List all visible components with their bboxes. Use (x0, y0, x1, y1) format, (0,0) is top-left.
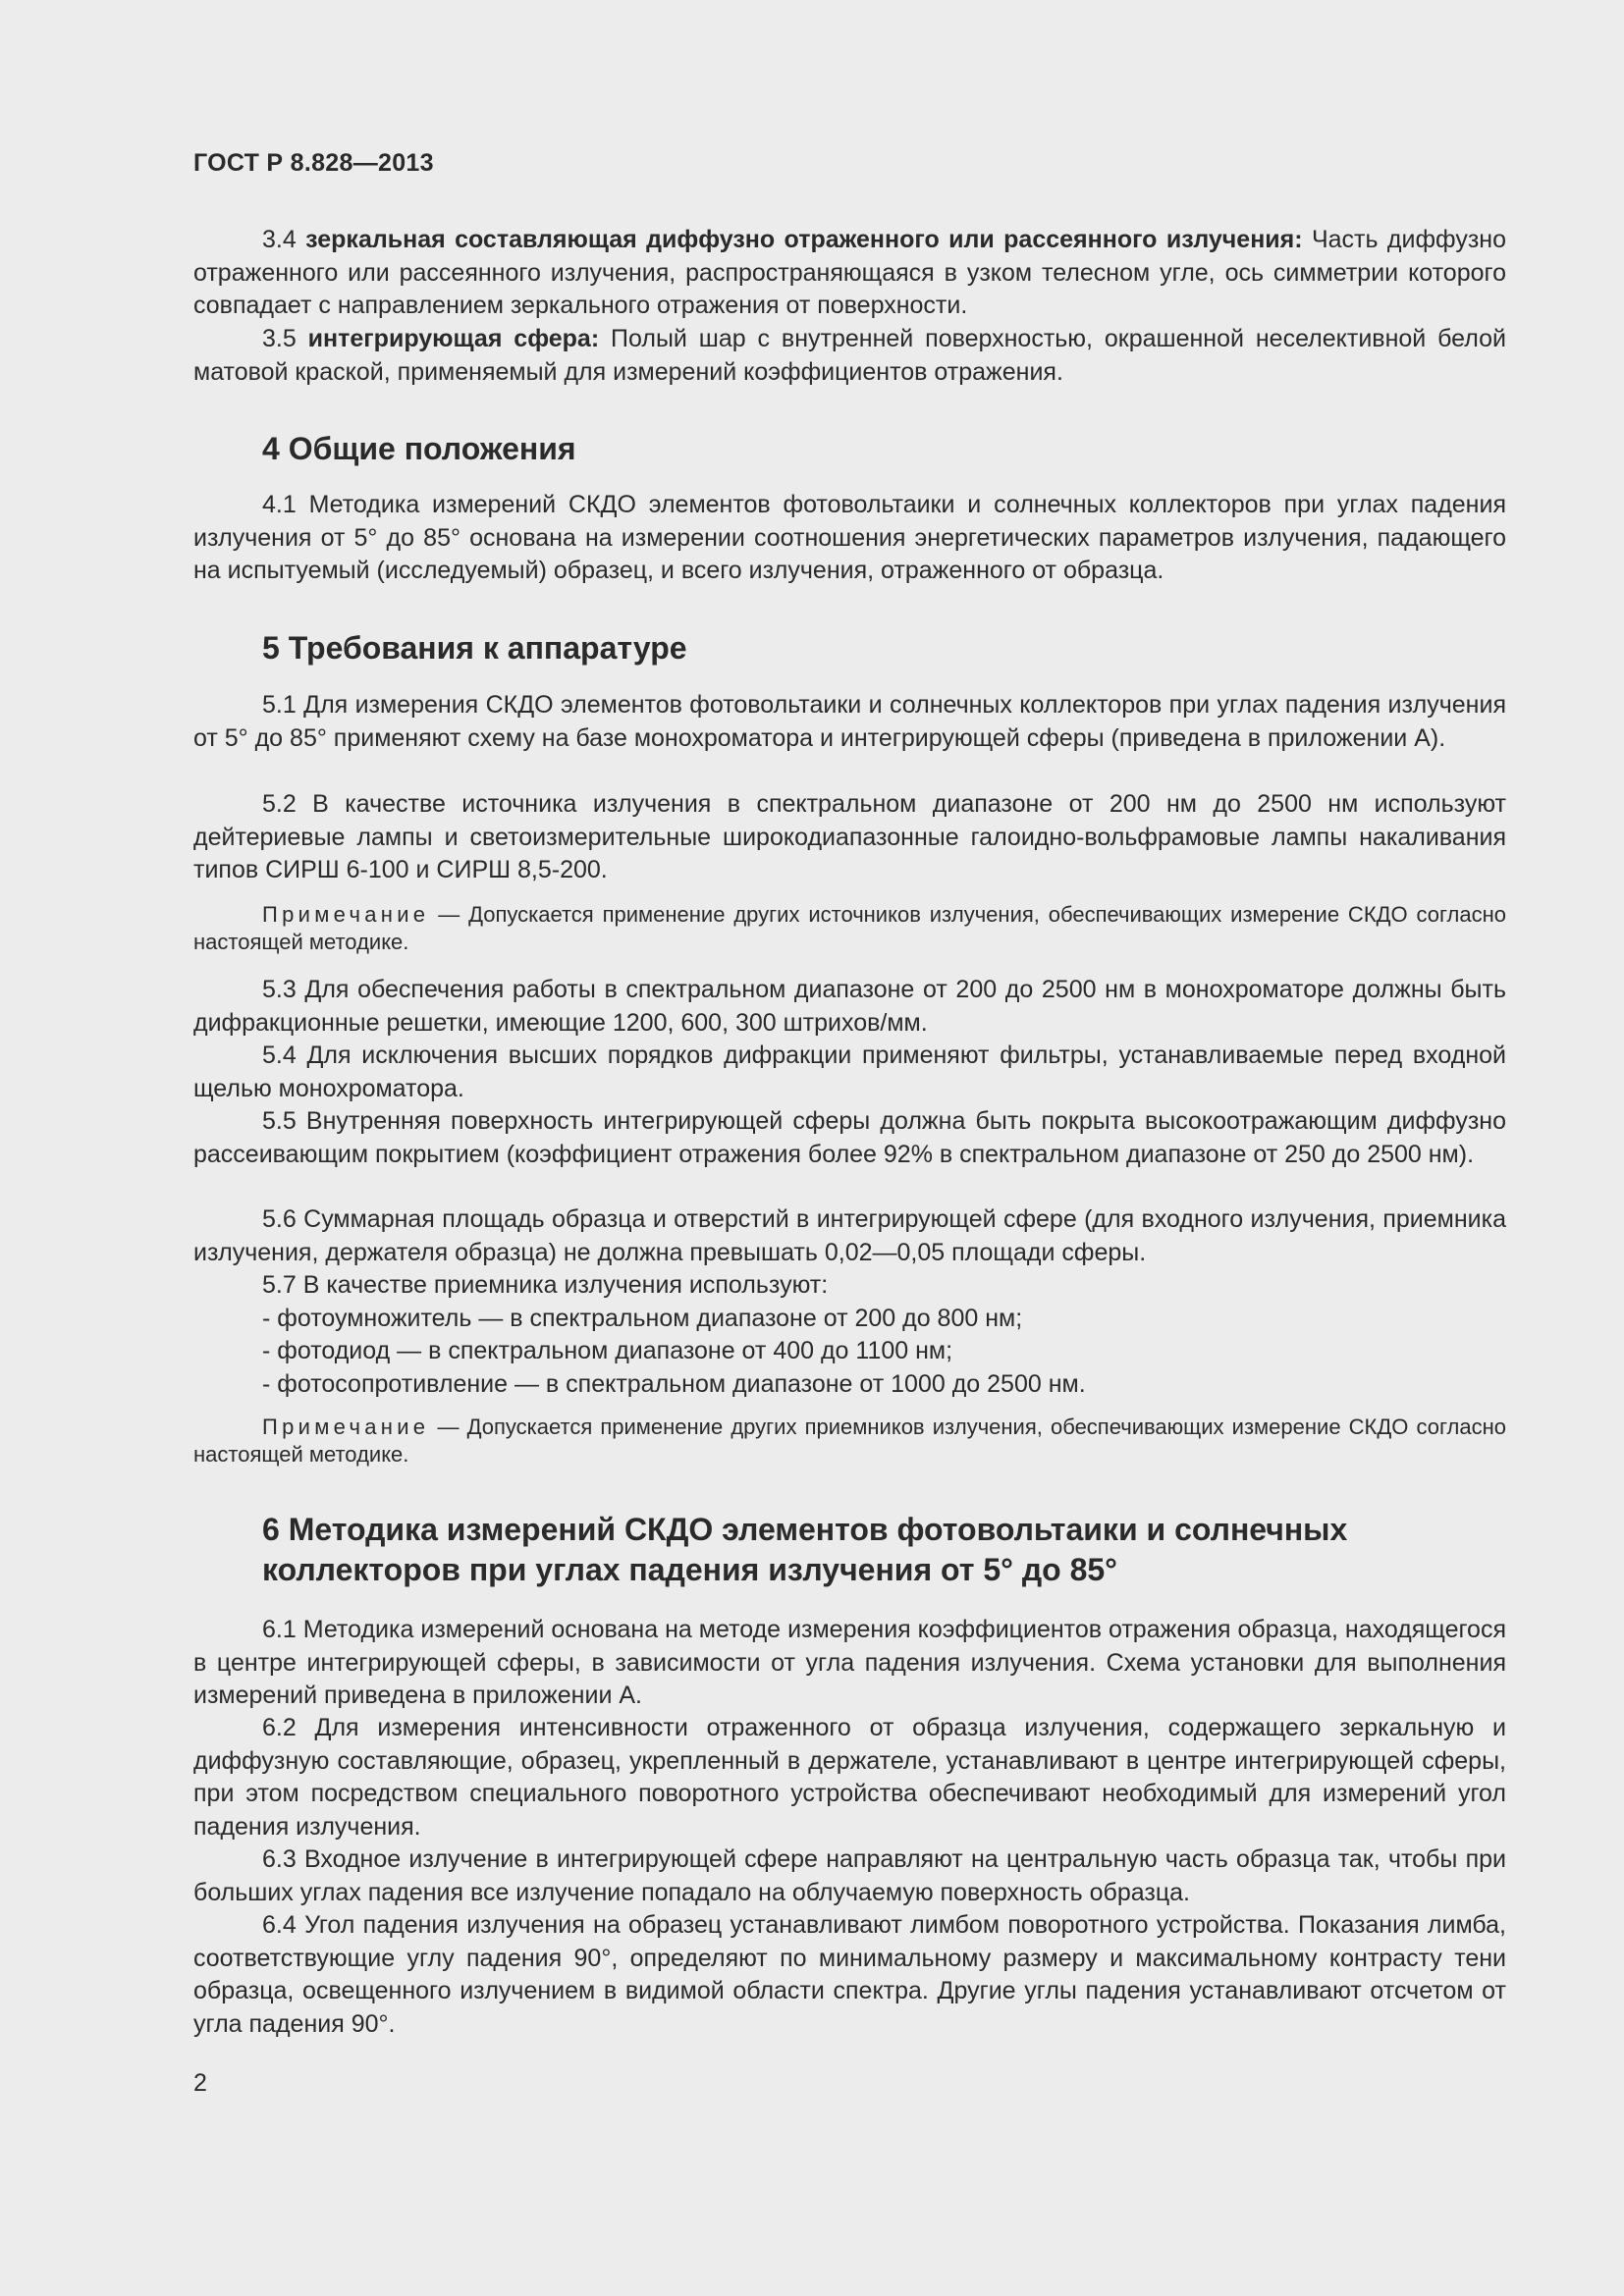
clause-6-2: 6.2 Для измерения интенсивности отраженного от образца излучения, содержащего зеркальную и диффузную составляющие, образец, укрепленный в держателе, устанавливают в центре интегрирующей сферы, при этом посредством специального поворотного устройства обеспечивают необходимый для измерений угол падения излучения. (193, 1714, 1506, 1841)
clause-5-2: 5.2 В качестве источника излучения в спектральном диапазоне от 200 нм до 2500 нм используют дейтериевые лампы и светоизмерительные широкодиапазонные галоидно-вольфрамовые лампы накаливания типов СИРШ 6-100 и СИРШ 8,5-200. (193, 790, 1506, 883)
list-item: - фотодиод — в спектральном диапазоне от 400 до 1100 нм; (262, 1337, 953, 1364)
note-label: Примечание (262, 1415, 430, 1439)
section-6-heading (262, 1510, 1506, 1590)
note-1 (193, 901, 1506, 956)
clause-4-1: 4.1 Методика измерений СКДО элементов фотовольтаики и солнечных коллекторов при углах падения излучения от 5° до 85° основана на измерении соотношения энергетических параметров излучения, падающего на испытуемый (исследуемый) образец, и всего излучения, отраженного от образца. (193, 491, 1506, 584)
list-item: - фотосопротивление — в спектральном диапазоне от 1000 до 2500 нм. (262, 1370, 1086, 1398)
clause-5-5: 5.5 Внутренняя поверхность интегрирующей сферы должна быть покрыта высокоотражающим диффузно рассеивающим покрытием (коэффициент отражения более 92% в спектральном диапазоне от 250 до 2500 нм). (193, 1107, 1506, 1168)
clause-5-1: 5.1 Для измерения СКДО элементов фотовольтаики и солнечных коллекторов при углах падения излучения от 5° до 85° применяют схему на базе монохроматора и интегрирующей сферы (приведена в приложении А). (193, 691, 1506, 752)
clause-number: 3.4 (262, 226, 306, 253)
clause-text: Часть диффузно отраженного или рассеянного излучения, распространяющаяся в узком телесном угле, ось симметрии которого совпадает с направлением зеркального отражения от поверхности. (193, 226, 1506, 319)
clause-6-1: 6.1 Методика измерений основана на методе измерения коэффициентов отражения образца, находящегося в центре интегрирующей сферы, в зависимости от угла падения излучения. Схема установки для выполнения измерений приведена в приложении А. (193, 1616, 1506, 1709)
section-6-heading-line2: коллекторов при углах падения излучения от 5° до 85° (262, 1552, 1117, 1587)
term-definition: зеркальная составляющая диффузно отраженного или рассеянного излучения: (305, 226, 1303, 253)
clause-3-5 (193, 323, 1506, 389)
clause-5-4: 5.4 Для исключения высших порядков дифракции применяют фильтры, устанавливаемые перед входной щелью монохроматора. (193, 1041, 1506, 1102)
clause-6-4: 6.4 Угол падения излучения на образец устанавливают лимбом поворотного устройства. Показания лимба, соответствующие углу падения 90°, определяют по минимальному размеру и максимальному контрасту тени образца, освещенного излучением в видимой области спектра. Другие углы падения устанавливают отсчетом от угла падения 90°. (193, 1911, 1506, 2038)
list-item: - фотоумножитель — в спектральном диапазоне от 200 до 800 нм; (262, 1305, 1023, 1332)
note-2 (193, 1414, 1506, 1468)
clause-number: 3.5 (262, 325, 308, 352)
note-text: — Допускается применение других приемников излучения, обеспечивающих измерение СКДО согласно настоящей методике. (193, 1415, 1506, 1467)
clause-text: Полый шар с внутренней поверхностью, окрашенной неселективной белой матовой краской, применяемый для измерений коэффициентов отражения. (193, 325, 1506, 386)
clause-5-6: 5.6 Суммарная площадь образца и отверстий в интегрирующей сфере (для входного излучения, приемника излучения, держателя образца) не должна превышать 0,02—0,05 площади сферы. (193, 1205, 1506, 1266)
section-6-heading-line1: 6 Методика измерений СКДО элементов фотовольтаики и солнечных (262, 1512, 1348, 1547)
clause-5-3: 5.3 Для обеспечения работы в спектральном диапазоне от 200 до 2500 нм в монохроматоре должны быть дифракционные решетки, имеющие 1200, 600, 300 штрихов/мм. (193, 976, 1506, 1037)
section-4-heading: 4 Общие положения (262, 431, 576, 466)
document-header: ГОСТ Р 8.828—2013 (193, 149, 434, 177)
section-5-heading: 5 Требования к аппаратуре (262, 630, 687, 666)
clause-5-7: 5.7 В качестве приемника излучения используют: (262, 1271, 829, 1299)
page-number: 2 (193, 2069, 207, 2097)
note-text: — Допускается применение других источников излучения, обеспечивающих измерение СКДО согласно настоящей методике. (193, 902, 1506, 954)
note-label: Примечание (262, 902, 430, 927)
term-definition: интегрирующая сфера: (307, 325, 600, 352)
clause-6-3: 6.3 Входное излучение в интегрирующей сфере направляют на центральную часть образца так, чтобы при больших углах падения все излучение попадало на облучаемую поверхность образца. (193, 1845, 1506, 1906)
clause-3-4 (193, 224, 1506, 323)
